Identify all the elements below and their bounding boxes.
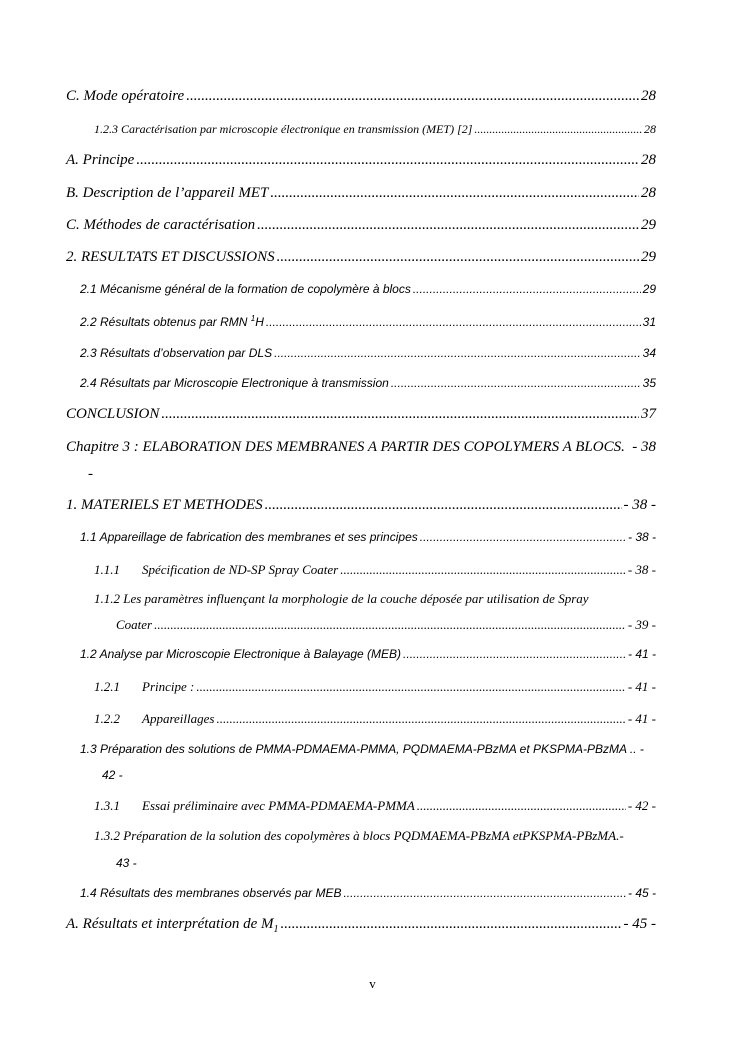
toc-leader (136, 152, 639, 169)
toc-entry[interactable] (66, 916, 656, 935)
toc-entry-title: 1.4 Résultats des membranes observés par MEB (80, 886, 342, 900)
toc-entry-page: - 42 - (627, 798, 656, 813)
toc-entry[interactable] (94, 122, 656, 137)
toc-entry-title: 2.4 Résultats par Microscopie Electronique à transmission (80, 376, 389, 390)
toc-entry-title: A. Résultats et interprétation de $M_1$ (66, 916, 279, 935)
toc-entry[interactable] (80, 376, 656, 390)
toc-entry-title[interactable]: 1.1.2 Les paramètres influençant la morphologie de la couche déposée par utilisation de Spray (94, 591, 589, 606)
toc-entry-title: 2.3 Résultats d’observation par DLS (80, 346, 273, 360)
toc-entry-title: 2.2 Résultats obtenus par RMN $^1$H (80, 314, 264, 329)
toc-entry-title: 1.2.1 Principe : (94, 679, 195, 694)
toc-leader (277, 249, 639, 266)
toc-entry-title[interactable]: 1.3 Préparation des solutions de PMMA-PDMAEMA-PMMA, PQDMAEMA-PBzMA et PKSPMA-PBzMA .. - (80, 742, 644, 756)
toc-entry-title: B. Description de l’appareil MET (66, 185, 269, 201)
toc-entry[interactable] (94, 711, 656, 727)
toc-entry-page: 28 (644, 122, 656, 136)
toc-entry-page: - 41 - (627, 647, 656, 661)
toc-entry[interactable] (66, 406, 656, 423)
toc-entry[interactable] (116, 617, 656, 633)
toc-entry[interactable] (94, 798, 656, 814)
toc-leader (257, 217, 639, 234)
toc-entry-page: 28 (641, 152, 656, 168)
toc-entry-title: 1.3.1 Essai préliminaire avec PMMA-PDMAEMA-PMMA (94, 798, 415, 813)
toc-entry[interactable] (66, 249, 656, 266)
toc-leader (216, 711, 625, 727)
toc-leader (270, 185, 639, 202)
toc-entry[interactable] (66, 497, 656, 514)
toc-leader (420, 530, 626, 544)
toc-entry[interactable] (94, 679, 656, 695)
toc-leader (196, 679, 625, 695)
toc-leader (391, 376, 641, 390)
toc-entry[interactable] (80, 530, 656, 544)
toc-entry-page: 29 (642, 282, 656, 296)
toc-entry-page: - 38 - (627, 562, 656, 577)
toc-entry-page: - 38 - (623, 497, 656, 513)
toc-leader (274, 346, 641, 360)
toc-entry-page: 37 (641, 406, 656, 422)
toc-leader (343, 886, 626, 900)
toc-entry-title: 1.2.3 Caractérisation par microscopie électronique en transmission (MET) [2] (94, 122, 473, 136)
toc-entry-title: CONCLUSION (66, 406, 160, 422)
page-number: v (369, 976, 376, 991)
toc-entry-title: 2.1 Mécanisme général de la formation de copolymère à blocs (80, 282, 411, 296)
toc-leader (417, 798, 626, 814)
toc-entry-title: C. Méthodes de caractérisation (66, 217, 256, 233)
toc-entry-title: A. Principe (66, 152, 135, 168)
toc-entry-page: - 41 - (627, 679, 656, 694)
toc-entry-page: 31 (642, 315, 656, 329)
toc-leader (413, 282, 641, 296)
toc-entry-title: 1.2.2 Appareillages (94, 711, 215, 726)
toc-leader (403, 647, 626, 661)
toc-entry-page: 28 (641, 88, 656, 104)
toc-entry-title: 2. RESULTATS ET DISCUSSIONS (66, 249, 275, 265)
toc-entry-page: 28 (641, 185, 656, 201)
toc-entry-title[interactable]: 1.3.2 Préparation de la solution des copolymères à blocs PQDMAEMA-PBzMA etPKSPMA-PBzMA.- (94, 828, 624, 843)
toc-entry[interactable] (80, 314, 656, 329)
toc-entry-page: - 45 - (627, 886, 656, 900)
toc-leader (474, 122, 642, 137)
toc-entry-page: - 41 - (627, 711, 656, 726)
toc-leader (161, 406, 639, 423)
toc-entry[interactable] (80, 282, 656, 296)
toc-entry-continuation: Coater (116, 617, 153, 632)
toc-entry[interactable] (80, 647, 656, 661)
toc-entry-title: Chapitre 3 : ELABORATION DES MEMBRANES A PARTIR DES COPOLYMERS A BLOCS. (66, 439, 625, 455)
toc-leader (186, 88, 639, 105)
toc-entry-page: - 38 - (627, 530, 656, 544)
toc-entry[interactable] (80, 886, 656, 900)
toc-entry[interactable] (94, 562, 656, 578)
toc-entry-title: 1.1.1 Spécification de ND-SP Spray Coater (94, 562, 339, 577)
toc-leader (280, 916, 621, 933)
toc-entry-continuation: 43 - (116, 856, 137, 870)
toc-entry[interactable] (80, 346, 656, 360)
toc-entry-title: 1.1 Appareillage de fabrication des membranes et ses principes (80, 530, 418, 544)
toc-entry-title: C. Mode opératoire (66, 88, 185, 104)
toc-entry-page: - 38 (632, 439, 656, 455)
toc-entry-page: - 45 - (623, 916, 656, 932)
toc-entry-page: 35 (642, 376, 656, 390)
toc-leader (265, 497, 622, 514)
toc-leader (154, 617, 626, 633)
toc-entry-page: 34 (642, 346, 656, 360)
toc-entry-title: 1. MATERIELS ET METHODES (66, 497, 263, 513)
toc-entry[interactable] (66, 217, 656, 234)
toc-entry-page: - 39 - (627, 617, 656, 632)
toc-entry[interactable] (66, 88, 656, 105)
toc-entry-page: 29 (641, 249, 656, 265)
toc-entry-page: 29 (641, 217, 656, 233)
toc-leader (340, 562, 626, 578)
toc-entry-title: 1.2 Analyse par Microscopie Electronique à Balayage (MEB) (80, 647, 402, 661)
toc-entry[interactable] (66, 152, 656, 169)
toc-leader (266, 315, 641, 329)
toc-entry[interactable] (66, 185, 656, 202)
toc-entry-continuation: 42 - (102, 768, 123, 782)
toc-entry-chapter[interactable] (66, 439, 656, 456)
toc-entry-continuation: - (88, 466, 93, 482)
